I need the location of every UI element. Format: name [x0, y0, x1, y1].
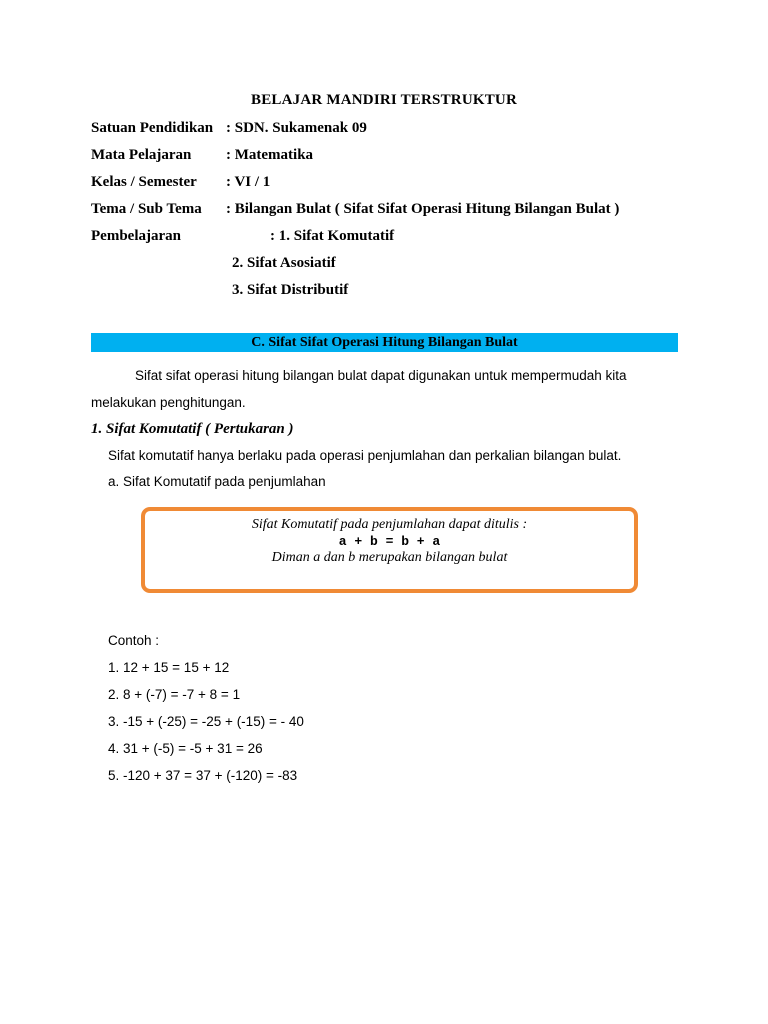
meta-label: Satuan Pendidikan	[91, 120, 214, 136]
example-item: 5. -120 + 37 = 37 + (-120) = -83	[108, 768, 298, 783]
formula-note: Diman a dan b merupakan bilangan bulat	[271, 550, 508, 565]
sub-item-a: a. Sifat Komutatif pada penjumlahan	[108, 474, 326, 489]
example-item: 3. -15 + (-25) = -25 + (-15) = - 40	[108, 714, 304, 729]
meta-value: : Bilangan Bulat ( Sifat Sifat Operasi Hitung Bilangan Bulat )	[226, 201, 620, 217]
pembelajaran-item-3: 3. Sifat Distributif	[232, 282, 349, 298]
meta-value: : Matematika	[226, 147, 314, 163]
meta-label: Kelas / Semester	[91, 174, 197, 190]
meta-value: : VI / 1	[226, 174, 271, 190]
example-item: 1. 12 + 15 = 15 + 12	[108, 660, 230, 675]
example-item: 2. 8 + (-7) = -7 + 8 = 1	[108, 687, 241, 702]
formula: a + b = b + a	[338, 534, 441, 549]
meta-value: : 1. Sifat Komutatif	[270, 228, 395, 244]
formula-box	[141, 507, 638, 593]
intro-paragraph-line-2: melakukan penghitungan.	[91, 395, 246, 410]
subheading-komutatif: 1. Sifat Komutatif ( Pertukaran )	[91, 421, 294, 437]
meta-label: Mata Pelajaran	[91, 147, 192, 163]
example-item: 4. 31 + (-5) = -5 + 31 = 26	[108, 741, 263, 756]
pembelajaran-item-2: 2. Sifat Asosiatif	[232, 255, 336, 271]
komutatif-description: Sifat komutatif hanya berlaku pada operasi penjumlahan dan perkalian bilangan bulat.	[108, 448, 622, 463]
section-heading-bar: C. Sifat Sifat Operasi Hitung Bilangan Bulat	[91, 333, 678, 352]
meta-label: Pembelajaran	[91, 228, 181, 244]
meta-label: Tema / Sub Tema	[91, 201, 202, 217]
meta-value: : SDN. Sukamenak 09	[226, 120, 367, 136]
intro-paragraph-line-1: Sifat sifat operasi hitung bilangan bulat dapat digunakan untuk mempermudah kita	[135, 368, 627, 383]
formula-caption: Sifat Komutatif pada penjumlahan dapat ditulis :	[251, 517, 528, 532]
contoh-label: Contoh :	[108, 633, 160, 648]
document-title: BELAJAR MANDIRI TERSTRUKTUR	[251, 92, 517, 108]
